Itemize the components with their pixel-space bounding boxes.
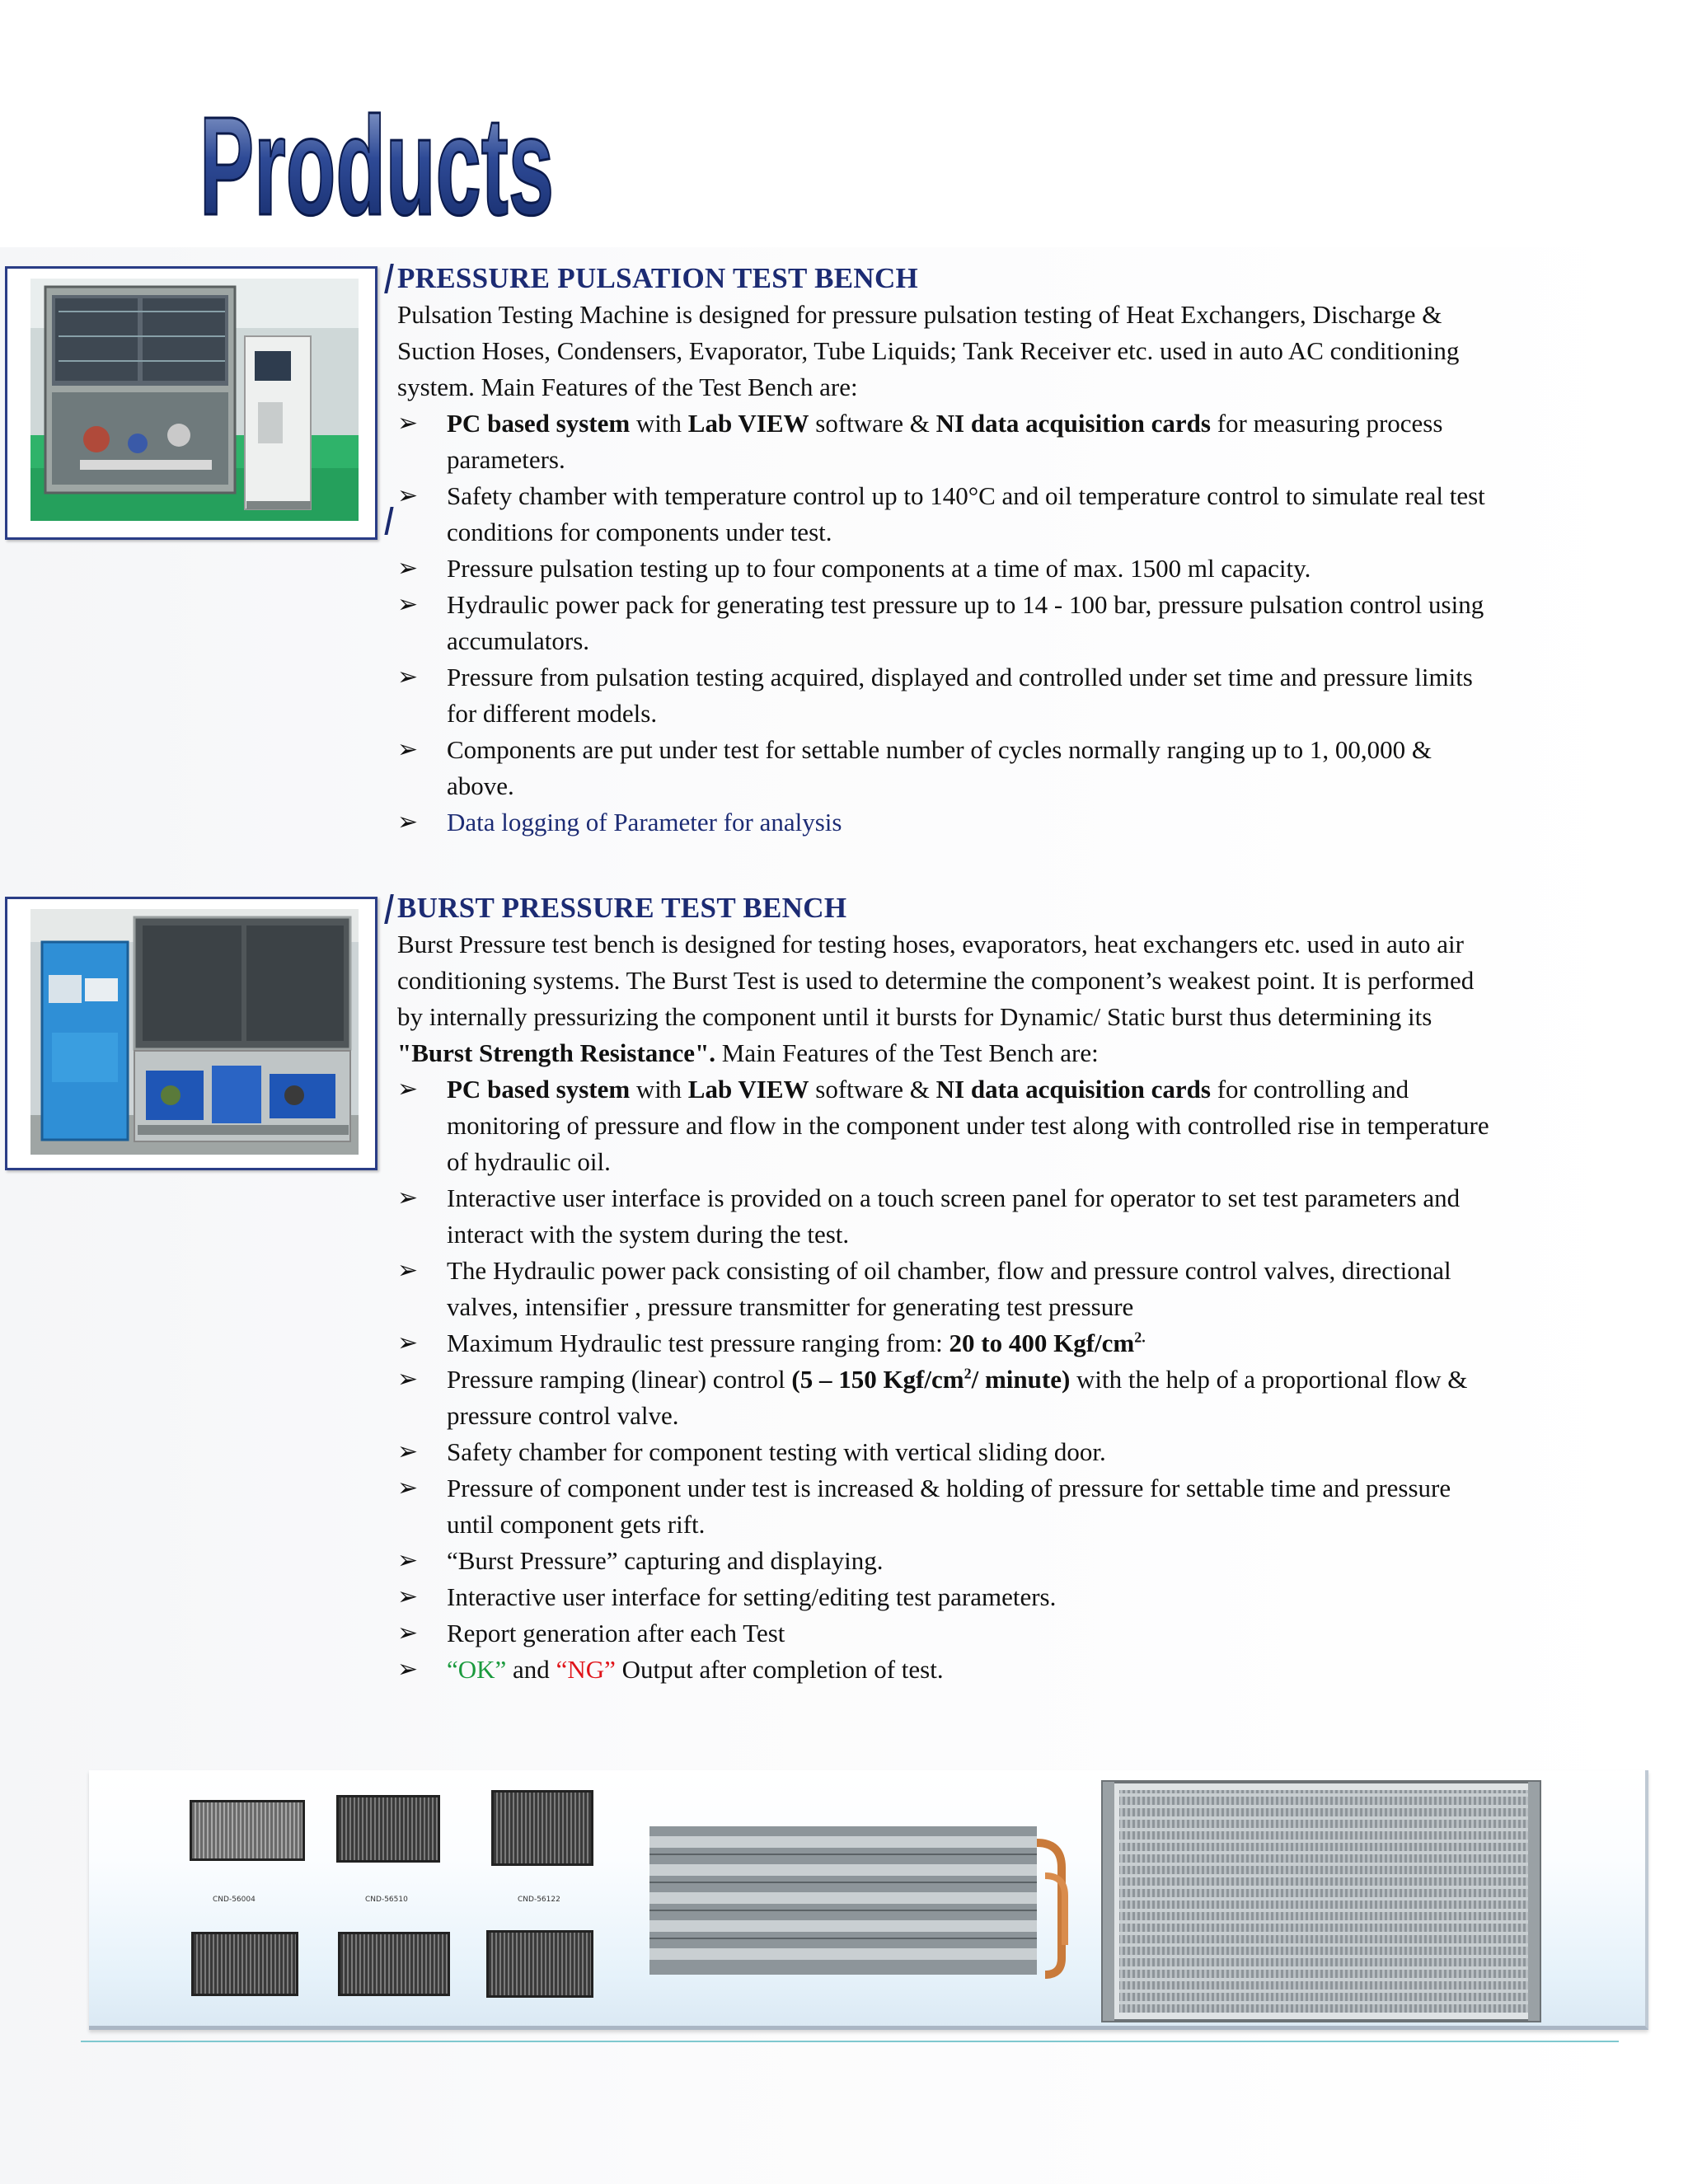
condenser-image [486, 1930, 593, 1998]
arrow-bullet-icon: ➢ [397, 481, 419, 510]
condenser-panel-image [1103, 1782, 1548, 2024]
product-banner [89, 1770, 1648, 2030]
footer-divider [81, 2041, 1619, 2042]
burst-bench-photo-frame [5, 897, 377, 1170]
list-item: ➢ PC based system with Lab VIEW software & NI data acquisition cards for controlling and monitoring of pressure and flow in the component under test along with controlled rise in temperature of hydraulic oil. [397, 1071, 1502, 1180]
list-item: ➢ Safety chamber with temperature control up to 140°C and oil temperature control to simulate real test conditions for components under test. [397, 478, 1502, 551]
arrow-bullet-icon: ➢ [397, 808, 419, 837]
evaporator-coil-image [649, 1826, 1078, 1991]
model-label: CND-56510 [365, 1896, 408, 1904]
list-item: ➢ Pressure of component under test is increased & holding of pressure for settable time and pressure until component gets rift. [397, 1470, 1502, 1543]
condenser-image [491, 1790, 593, 1866]
page-title [196, 88, 559, 245]
arrow-bullet-icon: ➢ [397, 1256, 419, 1285]
condenser-image [190, 1800, 305, 1861]
list-item: ➢ Pressure from pulsation testing acquired, displayed and controlled under set time and pressure limits for different models. [397, 659, 1502, 732]
section-heading: BURST PRESSURE TEST BENCH [397, 892, 847, 924]
list-item: ➢ Pressure ramping (linear) control (5 – 150 Kgf/$cm^2/$ minute) with the help of a proportional flow & pressure control valve. [397, 1361, 1502, 1434]
arrow-bullet-icon: ➢ [397, 1437, 419, 1466]
arrow-bullet-icon: ➢ [397, 1655, 419, 1684]
arrow-bullet-icon: ➢ [397, 1474, 419, 1502]
svg-text:Products: Products [199, 88, 554, 245]
list-item: ➢ Report generation after each Test [397, 1615, 1502, 1652]
pulsation-section [397, 262, 1502, 841]
condenser-image [336, 1795, 440, 1863]
list-item: ➢ “OK” and “NG” Output after completion of test. [397, 1652, 1502, 1688]
condenser-image [191, 1932, 298, 1996]
list-item: ➢ Safety chamber for component testing with vertical sliding door. [397, 1434, 1502, 1470]
list-item: ➢ Components are put under test for settable number of cycles normally ranging up to 1, 00,000 & above. [397, 732, 1502, 804]
arrow-bullet-icon: ➢ [397, 409, 419, 438]
arrow-bullet-icon: ➢ [397, 1075, 419, 1104]
list-item: ➢ Interactive user interface for setting/editing test parameters. [397, 1579, 1502, 1615]
list-item: ➢ Interactive user interface is provided on a touch screen panel for operator to set test parameters and interact with the system during the test. [397, 1180, 1502, 1253]
model-label: CND-56122 [518, 1896, 560, 1904]
products-wordart [196, 88, 559, 245]
section-intro: Burst Pressure test bench is designed for testing hoses, evaporators, heat exchangers etc. used in auto air conditioning systems. The Burst Test is used to determine the component’s weakest point. It is performed by internally pressurizing the component until it bursts for Dynamic/ Static burst thus determining its "Burst Strength Resistance". Main Features of the Test Bench are: [397, 930, 1475, 1067]
pulsation-bench-photo-frame [5, 266, 377, 540]
arrow-bullet-icon: ➢ [397, 1546, 419, 1575]
arrow-bullet-icon: ➢ [397, 1619, 419, 1647]
list-item: ➢ PC based system with Lab VIEW software & NI data acquisition cards for measuring process parameters. [397, 405, 1502, 478]
arrow-bullet-icon: ➢ [397, 735, 419, 764]
list-item: ➢ Maximum Hydraulic test pressure ranging from: 20 to 400 Kgf/$cm^{2.}$ [397, 1325, 1502, 1361]
condenser-image [338, 1932, 450, 1996]
section-intro: Pulsation Testing Machine is designed for pressure pulsation testing of Heat Exchangers, Discharge & Suction Hoses, Condensers, Evaporator, Tube Liquids; Tank Receiver etc. used in auto AC conditioning system. Main Features of the Test Bench are: [397, 300, 1460, 401]
list-item: ➢ Pressure pulsation testing up to four components at a time of max. 1500 ml capacity. [397, 551, 1502, 587]
section-heading: PRESSURE PULSATION TEST BENCH [397, 262, 919, 294]
arrow-bullet-icon: ➢ [397, 590, 419, 619]
list-item: ➢ “Burst Pressure” capturing and displaying. [397, 1543, 1502, 1579]
ng-label: “NG” [556, 1655, 616, 1684]
ok-label: “OK” [447, 1655, 507, 1684]
arrow-bullet-icon: ➢ [397, 554, 419, 583]
arrow-bullet-icon: ➢ [397, 1329, 419, 1357]
arrow-bullet-icon: ➢ [397, 1183, 419, 1212]
pulsation-bench-photo [30, 279, 359, 526]
arrow-bullet-icon: ➢ [397, 1582, 419, 1611]
arrow-bullet-icon: ➢ [397, 1365, 419, 1394]
arrow-bullet-icon: ➢ [397, 663, 419, 691]
list-item: ➢ Data logging of Parameter for analysis [397, 804, 1502, 841]
model-label: CND-56004 [213, 1896, 256, 1904]
list-item: ➢ The Hydraulic power pack consisting of oil chamber, flow and pressure control valves, directional valves, intensifier , pressure transmitter for generating test pressure [397, 1253, 1502, 1325]
feature-list [397, 1071, 1502, 1688]
list-item: ➢ Hydraulic power pack for generating test pressure up to 14 - 100 bar, pressure pulsation control using accumulators. [397, 587, 1502, 659]
burst-section [397, 892, 1502, 1688]
burst-bench-photo [30, 909, 359, 1156]
feature-list [397, 405, 1502, 841]
